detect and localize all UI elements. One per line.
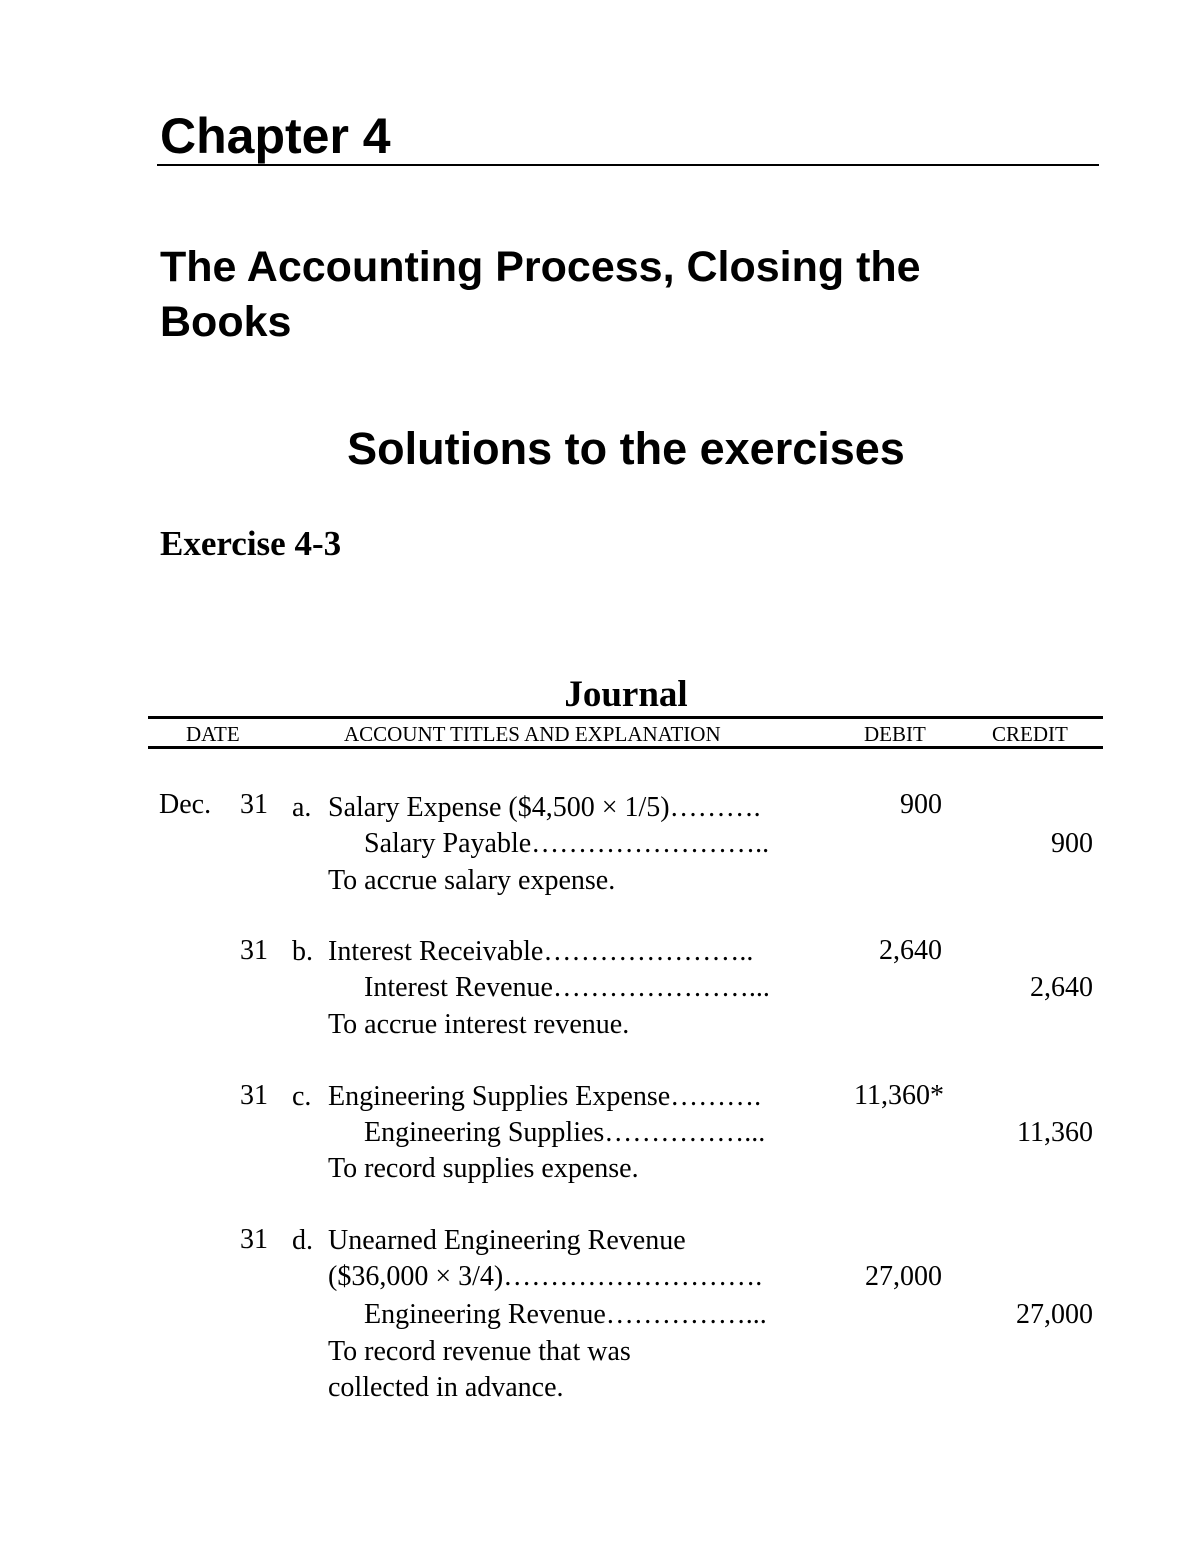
journal-top-rule (148, 716, 1103, 719)
chapter-title-rule (157, 164, 1099, 166)
debit-amount: 900 (900, 789, 942, 820)
journal-title: Journal (564, 674, 688, 715)
credit-amount: 11,360 (1017, 1117, 1093, 1148)
debit-account-line2: ($36,000 × 3/4)………………………. (328, 1261, 763, 1292)
debit-account: Engineering Supplies Expense………. (328, 1081, 762, 1112)
credit-account: Engineering Revenue……………... (364, 1299, 767, 1330)
credit-account: Interest Revenue…………………... (364, 972, 770, 1003)
entry-day: 31 (240, 789, 268, 820)
credit-amount: 27,000 (1016, 1299, 1093, 1330)
column-header-date: DATE (186, 722, 240, 746)
credit-account: Salary Payable…………………….. (364, 828, 770, 859)
chapter-subtitle: The Accounting Process, Closing the Books (160, 243, 921, 346)
debit-account-line1: Unearned Engineering Revenue (328, 1225, 686, 1256)
credit-amount: 2,640 (1030, 972, 1093, 1003)
entry-explanation: To record supplies expense. (328, 1153, 639, 1184)
entry-explanation-line1: To record revenue that was (328, 1336, 631, 1367)
chapter-title: Chapter 4 (160, 108, 391, 164)
entry-explanation: To accrue interest revenue. (328, 1009, 630, 1040)
entry-explanation-line2: collected in advance. (328, 1372, 564, 1403)
debit-account: Salary Expense ($4,500 × 1/5)………. (328, 792, 761, 823)
journal-header-rule (148, 746, 1103, 749)
debit-amount: 27,000 (865, 1261, 942, 1292)
entry-day: 31 (240, 1080, 268, 1111)
column-header-credit: CREDIT (992, 722, 1068, 746)
entry-month: Dec. (159, 789, 212, 820)
entry-letter: a. (292, 792, 312, 823)
solutions-heading: Solutions to the exercises (347, 423, 905, 474)
entry-explanation: To accrue salary expense. (328, 865, 616, 896)
debit-amount: 11,360* (854, 1080, 944, 1111)
entry-day: 31 (240, 1224, 268, 1255)
credit-amount: 900 (1051, 828, 1093, 859)
debit-amount: 2,640 (879, 935, 942, 966)
entry-letter: b. (292, 936, 313, 967)
credit-account: Engineering Supplies……………... (364, 1117, 766, 1148)
exercise-heading: Exercise 4-3 (160, 524, 342, 563)
column-header-debit: DEBIT (864, 722, 926, 746)
debit-account: Interest Receivable………………….. (328, 936, 754, 967)
column-header-account: ACCOUNT TITLES AND EXPLANATION (344, 722, 721, 746)
entry-letter: d. (292, 1225, 313, 1256)
entry-letter: c. (292, 1081, 312, 1112)
entry-day: 31 (240, 935, 268, 966)
